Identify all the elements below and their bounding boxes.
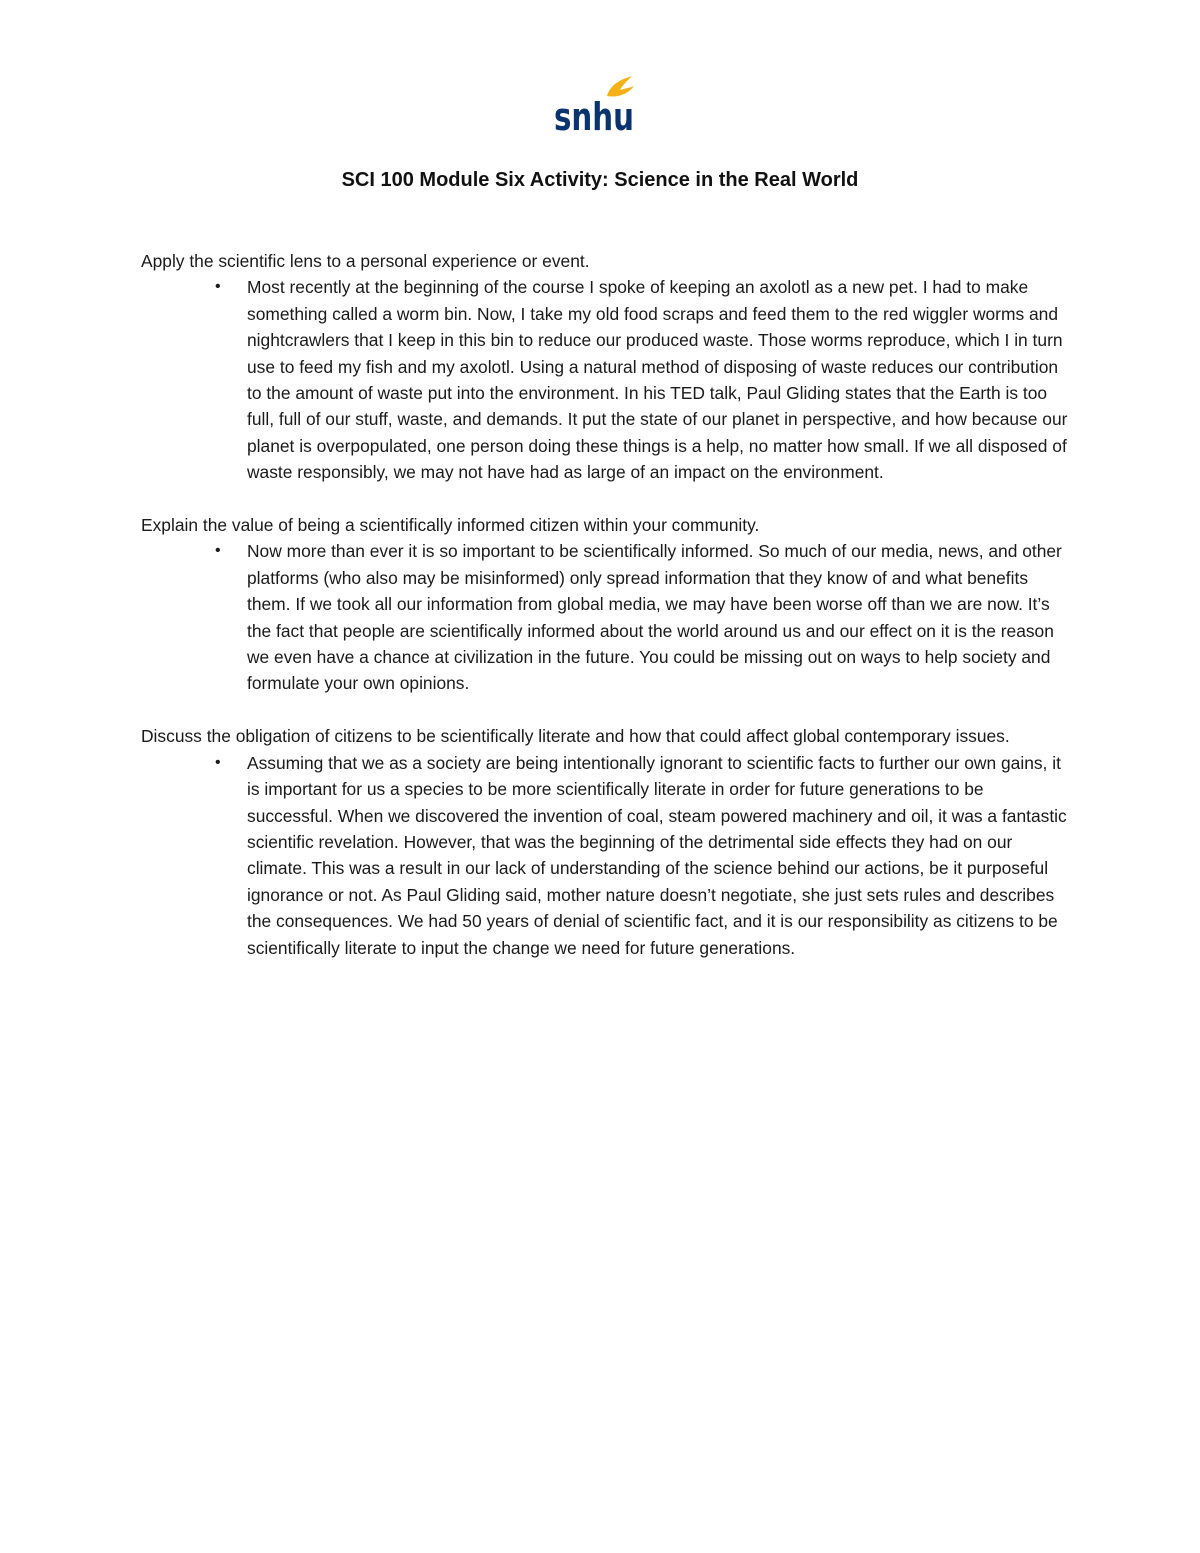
snhu-logo xyxy=(552,72,644,139)
document-title: SCI 100 Module Six Activity: Science in the Real World xyxy=(341,169,859,191)
bullet-icon: • xyxy=(215,278,221,296)
bullet-item xyxy=(215,538,1071,696)
bullet-text: Now more than ever it is so important to be scientifically informed. So much of our media, news, and other platforms (who also may be misinformed) only spread information that they know of and what benefits them. If we took all our information from global media, we may have been worse off than we are now. It’s the fact that people are scientifically informed about the world around us and our effect on it is the reason we even have a chance at civilization in the future. You could be missing out on ways to help society and formulate your own opinions. xyxy=(247,541,1062,694)
bullet-list xyxy=(141,274,1071,485)
bullet-icon: • xyxy=(215,542,221,560)
bullet-item xyxy=(215,274,1071,485)
section-obligation xyxy=(141,723,1071,961)
bullet-item xyxy=(215,750,1071,961)
section-prompt: Explain the value of being a scientifically informed citizen within your community. xyxy=(141,515,760,536)
bullet-text: Assuming that we as a society are being intentionally ignorant to scientific facts to further our own gains, it is important for us a species to be more scientifically literate in order for future generations to be successful. When we discovered the invention of coal, steam powered machinery and oil, it was a fantastic scientific revelation. However, that was the beginning of the detrimental side effects they had on our climate. This was a result in our lack of understanding of the science behind our actions, be it purposeful ignorance or not. As Paul Gliding said, mother nature doesn’t negotiate, she just sets rules and describes the consequences. We had 50 years of denial of scientific fact, and it is our responsibility as citizens to be scientifically literate to input the change we need for future generations. xyxy=(247,752,1067,958)
bullet-list xyxy=(141,750,1071,961)
bullet-text: Most recently at the beginning of the course I spoke of keeping an axolotl as a new pet. I had to make something called a worm bin. Now, I take my old food scraps and feed them to the red wiggler worms and nightcrawlers that I keep in this bin to reduce our produced waste. Those worms reproduce, which I in turn use to feed my fish and my axolotl. Using a natural method of disposing of waste reduces our contribution to the amount of waste put into the environment. In his TED talk, Paul Gliding states that the Earth is too full, full of our stuff, waste, and demands. It put the state of our planet in perspective, and how because our planet is overpopulated, one person doing these things is a help, no matter how small. If we all disposed of waste responsibly, we may not have had as large of an impact on the environment. xyxy=(247,277,1068,483)
document-body xyxy=(141,248,1071,987)
section-prompt: Discuss the obligation of citizens to be scientifically literate and how that could affect global contemporary issues. xyxy=(141,726,1010,747)
bullet-list xyxy=(141,538,1071,696)
section-apply-lens xyxy=(141,248,1071,486)
section-informed-citizen xyxy=(141,512,1071,697)
snhu-logo-mark xyxy=(552,72,644,139)
bullet-icon: • xyxy=(215,753,221,771)
logo-wordmark: snhu xyxy=(554,95,634,139)
section-prompt: Apply the scientific lens to a personal experience or event. xyxy=(141,251,590,271)
flame-icon xyxy=(607,76,634,97)
